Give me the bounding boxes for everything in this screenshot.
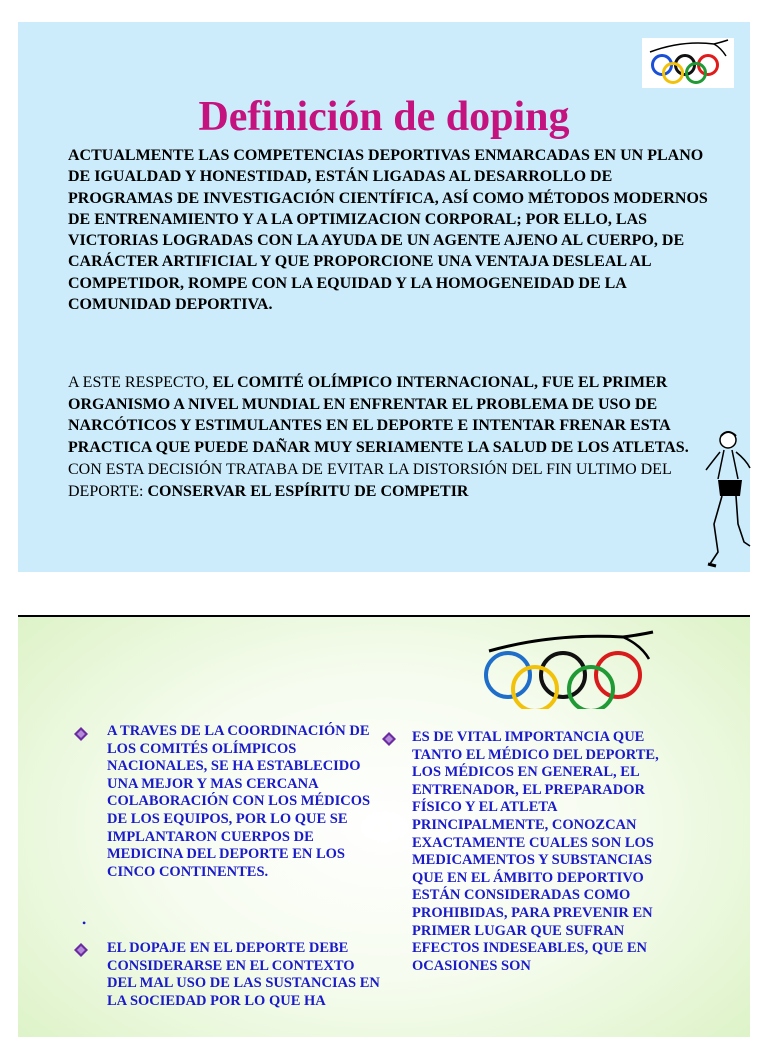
runner-icon <box>698 424 758 579</box>
page-title: Definición de doping <box>198 94 570 140</box>
list-item: EL DOPAJE EN EL DEPORTE DEBE CONSIDERARSE EN EL CONTEXTO DEL MAL USO DE LAS SUSTANCIAS EN LA SOCIEDAD POR LO QUE HA <box>107 940 380 1009</box>
olympic-rings-icon <box>642 38 734 93</box>
coi-paragraph <box>68 372 708 502</box>
coi-middle-text: CON ESTA DECISIÓN TRATABA DE EVITAR LA DISTORSIÓN DEL FIN ULTIMO DEL DEPORTE: <box>68 460 672 500</box>
list-item: A TRAVES DE LA COORDINACIÓN DE LOS COMITÉS OLÍMPICOS NACIONALES, SE HA ESTABLECIDO UNA MEJOR Y MAS CERCANA COLABORACIÓN CON LOS MÉDICOS DE LOS EQUIPOS, POR LO QUE SE IMPLANTARON CUERPOS DE MEDICINA DEL DEPORTE EN LOS CINCO CONTINENTES. <box>107 723 371 880</box>
diamond-bullet-icon <box>382 732 396 746</box>
slide-coordinacion <box>18 617 750 1037</box>
diamond-bullet-icon <box>74 943 88 957</box>
coi-conclusion-text: CONSERVAR EL ESPÍRITU DE COMPETIR <box>147 482 469 500</box>
coi-intro-text: A ESTE RESPECTO, <box>68 374 213 391</box>
slide-definicion-doping <box>18 22 750 572</box>
coi-bold-text: EL COMITÉ OLÍMPICO INTERNACIONAL, FUE EL PRIMER ORGANISMO A NIVEL MUNDIAL EN ENFRENTAR EL PROBLEMA DE USO DE NARCÓTICOS Y ESTIMULANTES EN EL DEPORTE E INTENTAR FRENAR ESTA PRACTICA QUE PUEDE DAÑAR MUY SERIAMENTE LA SALUD DE LOS ATLETAS. <box>68 374 689 457</box>
stray-bullet: • <box>82 916 87 930</box>
olympic-rings-icon <box>463 629 691 714</box>
list-item: ES DE VITAL IMPORTANCIA QUE TANTO EL MÉDICO DEL DEPORTE, LOS MÉDICOS EN GENERAL, EL ENTRENADOR, EL PREPARADOR FÍSICO Y EL ATLETA PRINCIPALMENTE, CONOZCAN EXACTAMENTE CUALES SON LOS MEDICAMENTOS Y SUBSTANCIAS QUE EN EL ÁMBITO DEPORTIVO ESTÁN CONSIDERADAS COMO PROHIBIDAS, PARA PREVENIR EN PRIMER LUGAR QUE SUFRAN EFECTOS INDESEABLES, QUE EN OCASIONES SON <box>412 729 659 974</box>
intro-paragraph: ACTUALMENTE LAS COMPETENCIAS DEPORTIVAS ENMARCADAS EN UN PLANO DE IGUALDAD Y HONESTIDAD, ESTÁN LIGADAS AL DESARROLLO DE PROGRAMAS DE INVESTIGACIÓN CIENTÍFICA, ASÍ COMO MÉTODOS MODERNOS DE ENTRENAMIENTO Y A LA OPTIMIZACION CORPORAL; POR ELLO, LAS VICTORIAS LOGRADAS CON LA AYUDA DE UN AGENTE AJENO AL CUERPO, DE CARÁCTER ARTIFICIAL Y QUE PROPORCIONE UNA VENTAJA DESLEAL AL COMPETIDOR, ROMPE CON LA EQUIDAD Y LA HOMOGENEIDAD DE LA COMUNIDAD DEPORTIVA. <box>68 147 708 314</box>
diamond-bullet-icon <box>74 727 88 741</box>
